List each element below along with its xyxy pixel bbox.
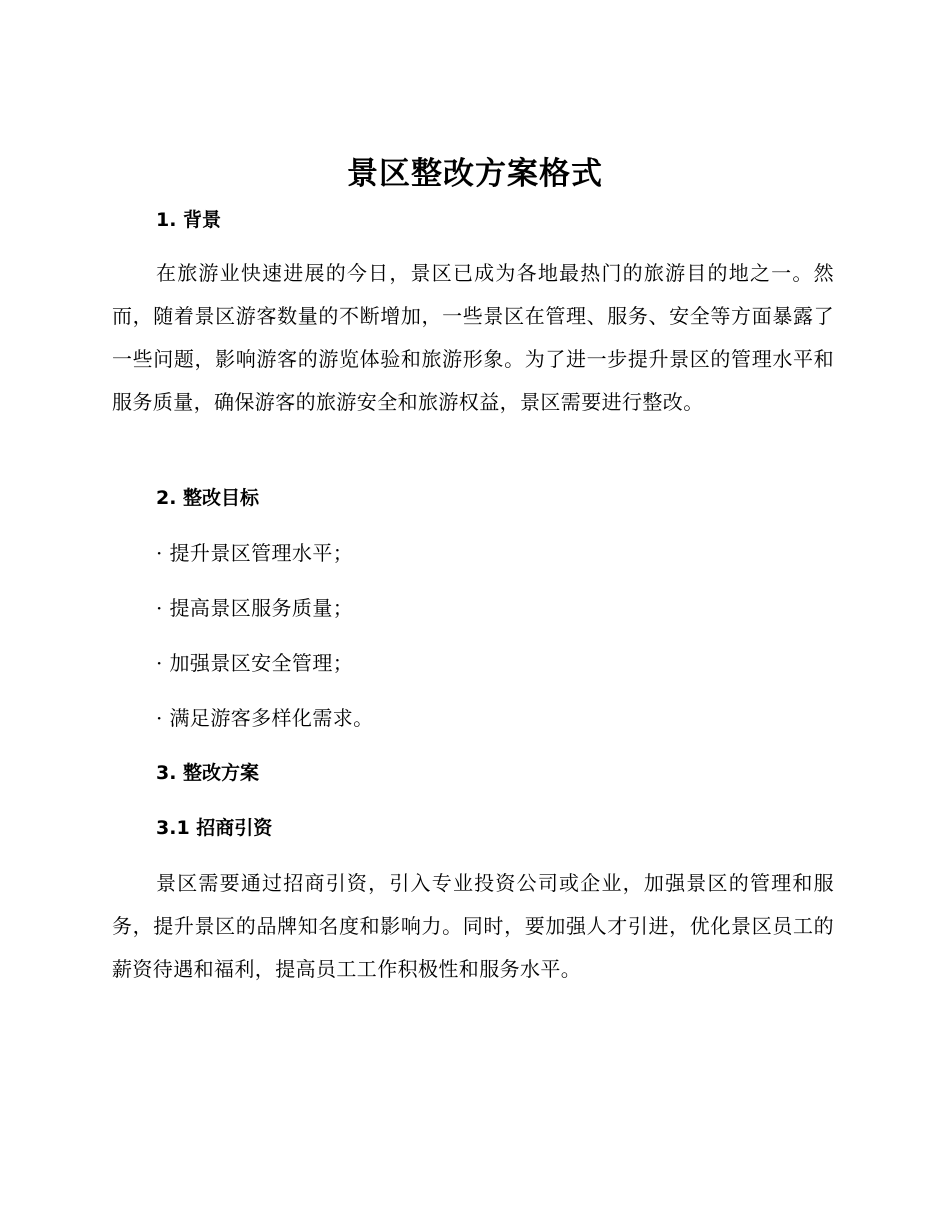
goal-item-4: · 满足游客多样化需求。 bbox=[156, 706, 374, 730]
investment-paragraph: 景区需要通过招商引资，引入专业投资公司或企业，加强景区的管理和服务，提升景区的品牌知名度和影响力。同时，要加强人才引进，优化景区员工的薪资待遇和福利，提高员工工作积极性和服务水平。 bbox=[112, 871, 834, 981]
section-heading-background: 1. 背景 bbox=[156, 209, 222, 231]
subsection-heading-investment: 3.1 招商引资 bbox=[156, 817, 273, 839]
background-paragraph: 在旅游业快速进展的今日，景区已成为各地最热门的旅游目的地之一。然而，随着景区游客数量的不断增加，一些景区在管理、服务、安全等方面暴露了一些问题，影响游客的游览体验和旅游形象。为了进一步提升景区的管理水平和服务质量，确保游客的旅游安全和旅游权益，景区需要进行整改。 bbox=[112, 261, 834, 414]
goal-item-1: · 提升景区管理水平； bbox=[156, 541, 354, 565]
document-title: 景区整改方案格式 bbox=[347, 156, 603, 192]
goal-item-2: · 提高景区服务质量； bbox=[156, 596, 354, 620]
section-heading-goals: 2. 整改目标 bbox=[156, 487, 260, 509]
goal-item-3: · 加强景区安全管理； bbox=[156, 651, 354, 675]
section-heading-plan: 3. 整改方案 bbox=[156, 762, 260, 784]
